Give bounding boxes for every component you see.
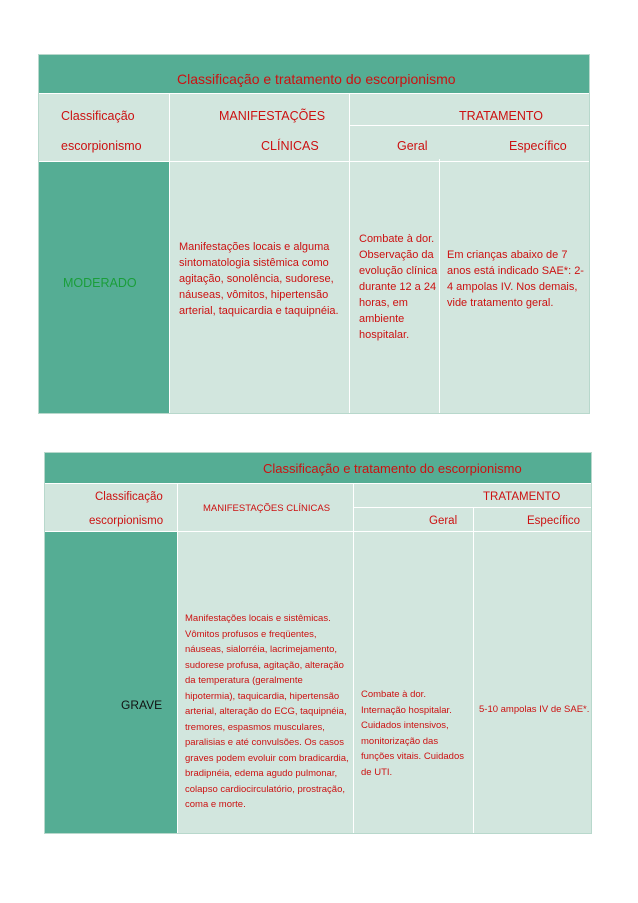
manifestacoes-text: Manifestações locais e alguma sintomatologia sistêmica como agitação, sonolência, sudorese, náuseas, vômitos, hipertensão arterial, taquicardia e taquipnéia. [179, 241, 339, 317]
header-manifestacoes-line2: CLÍNICAS [261, 139, 319, 153]
header-classificacao-line2: escorpionismo [89, 515, 164, 527]
grid-line [353, 483, 354, 833]
manifestacoes-text: Manifestações locais e sistêmicas. Vômitos profusos e freqüentes, náuseas, sialorréia, lacrimejamento, sudorese profusa, agitação, alteração da temperatura (geralmente hipotermia), taquicardia, hipertensão arterial, alteração do ECG, taquipnéia, tremores, espasmos musculares, paralisias e até convulsões. Os casos graves podem evoluir com bradicardia, bradipnéia, edema agudo pulmonar, colapso cardiocirculatório, prostração, coma e morte. [185, 613, 349, 810]
header-classificacao-line2: escorpionismo [61, 139, 142, 153]
header-manifestacoes: MANIFESTAÇÕES CLÍNICAS [203, 503, 331, 514]
row-label-grave: GRAVE [121, 698, 163, 712]
grid-line [353, 507, 591, 508]
especifico-text: Em crianças abaixo de 7 anos está indicado SAE*: 2-4 ampolas IV. Nos demais, vide tratamento geral. [447, 249, 584, 309]
grid-line [439, 159, 440, 413]
grid-line [45, 483, 591, 484]
grid-line [473, 507, 474, 833]
row-label-cell [39, 162, 169, 413]
table-grave [44, 452, 592, 834]
header-tratamento: TRATAMENTO [483, 491, 561, 503]
grid-line [177, 483, 178, 833]
row-label-moderado: MODERADO [63, 276, 137, 290]
geral-text: Combate à dor. Observação da evolução clínica durante 12 a 24 horas, em ambiente hospitalar. [359, 233, 438, 341]
table-moderado [38, 54, 590, 414]
especifico-text: 5-10 ampolas IV de SAE*. [479, 704, 590, 715]
header-geral: Geral [429, 515, 458, 527]
header-classificacao-line1: Classificação [61, 109, 135, 123]
header-especifico: Específico [527, 515, 581, 527]
grid-line [169, 93, 170, 413]
table-title-band [39, 55, 589, 93]
header-classificacao-line1: Classificação [95, 491, 163, 503]
header-geral: Geral [397, 139, 428, 153]
table-title-band [45, 453, 591, 483]
grid-line [349, 93, 350, 413]
geral-text: Combate à dor. Internação hospitalar. Cuidados intensivos, monitorização das funções vitais. Cuidados de UTI. [361, 689, 464, 778]
table-header [39, 93, 589, 161]
header-tratamento: TRATAMENTO [459, 109, 544, 123]
row-label-cell [45, 532, 177, 833]
grid-line [39, 93, 589, 94]
header-especifico: Específico [509, 139, 567, 153]
header-manifestacoes-line1: MANIFESTAÇÕES [219, 109, 326, 123]
grid-line [349, 125, 589, 126]
table-title: Classificação e tratamento do escorpionismo [177, 71, 456, 87]
table-title: Classificação e tratamento do escorpionismo [263, 461, 522, 476]
